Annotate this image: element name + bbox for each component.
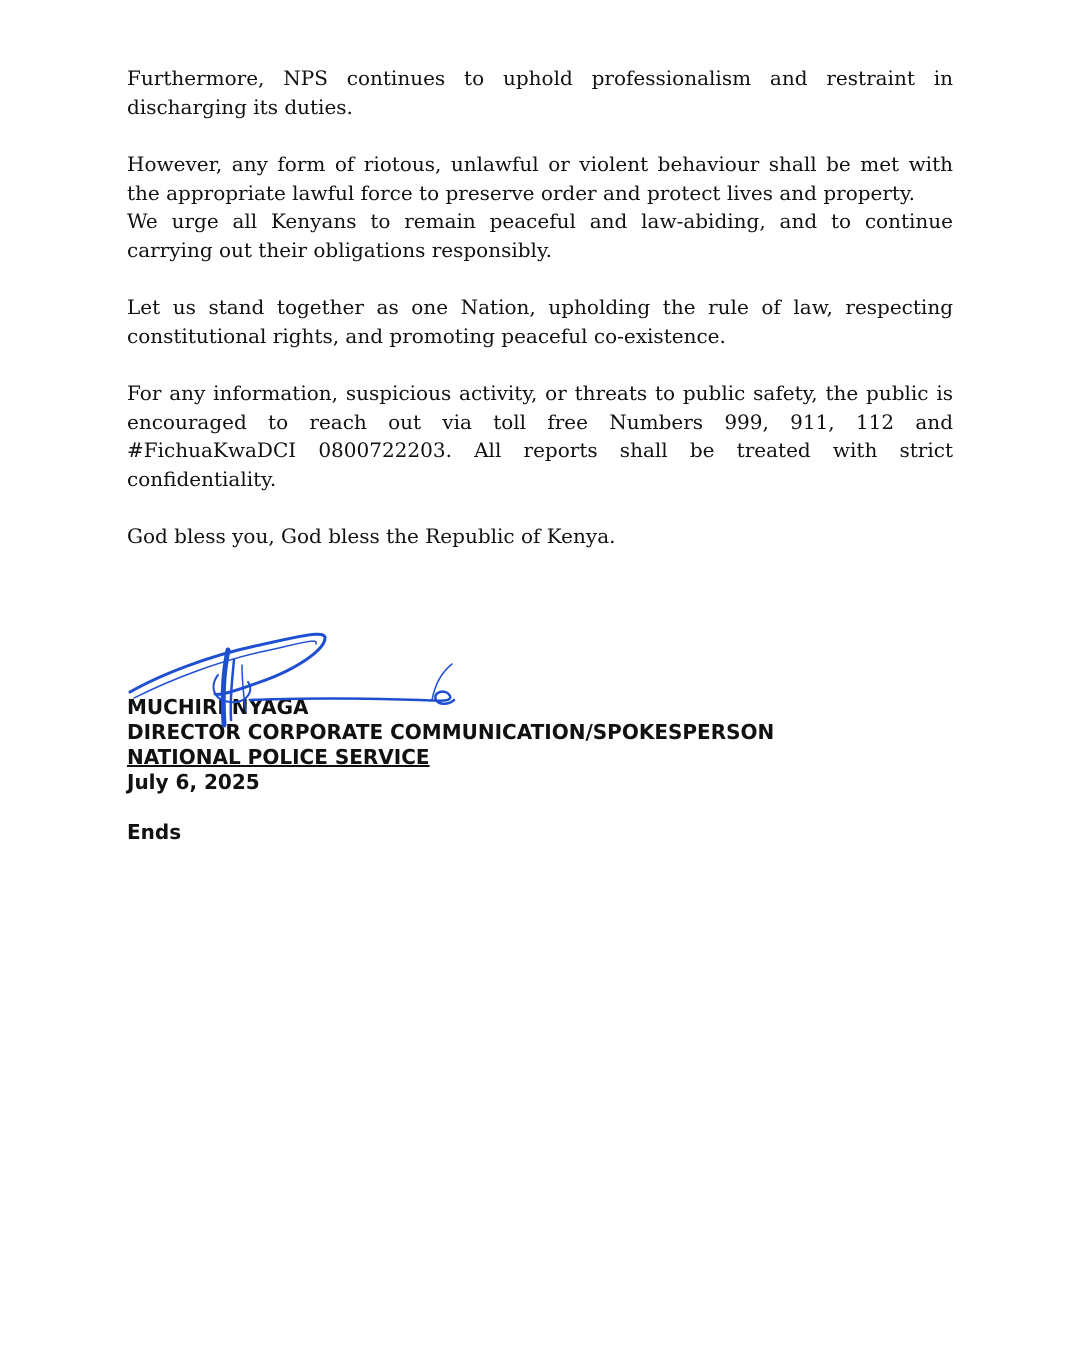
release-date: July 6, 2025 [127,770,260,794]
signatory-organization: NATIONAL POLICE SERVICE [127,745,430,769]
paragraph-stand-together: Let us stand together as one Nation, upholding the rule of law, respecting constitutional rights, and promoting peaceful co-existence. [127,295,953,348]
paragraph-blessing: God bless you, God bless the Republic of Kenya. [127,524,616,548]
signatory-name: MUCHIRI NYAGA [127,695,309,719]
paragraph-professionalism: Furthermore, NPS continues to uphold professionalism and restraint in discharging its duties. [127,66,953,119]
paragraph-remain-peaceful: We urge all Kenyans to remain peaceful and law-abiding, and to continue carrying out their obligations responsibly. [127,209,953,262]
signatory-title: DIRECTOR CORPORATE COMMUNICATION/SPOKESPERSON [127,720,775,744]
paragraph-report-contacts: For any information, suspicious activity, or threats to public safety, the public is encouraged to reach out via toll free Numbers 999, 911, 112 and #FichuaKwaDCI 0800722203. All reports shall be treated with strict confidentiality. [127,381,953,491]
paragraph-lawful-force: However, any form of riotous, unlawful or violent behaviour shall be met with the appropriate lawful force to preserve order and protect lives and property. [127,152,953,205]
closing-ends: Ends [127,820,182,844]
